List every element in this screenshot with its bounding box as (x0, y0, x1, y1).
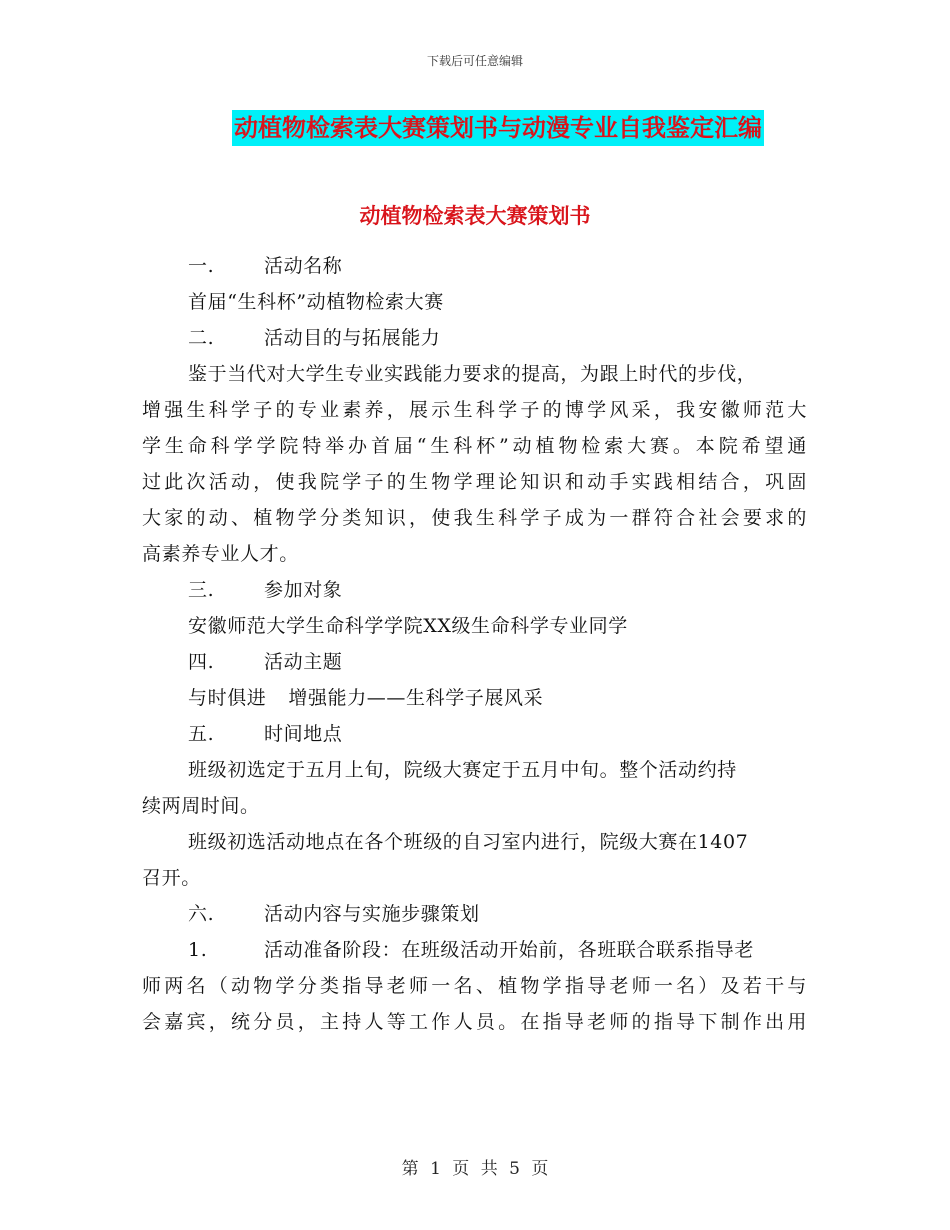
section-4-heading (142, 644, 807, 680)
paragraph-line: 召开。 (142, 867, 201, 889)
section-heading-text: 活动目的与拓展能力 (264, 327, 441, 349)
paragraph-line: 增强生科学子的专业素养，展示生科学子的博学风采，我安徽师范大 (142, 399, 807, 421)
section-number: 五. (188, 723, 215, 745)
paragraph-line: 班级初选活动地点在各个班级的自习室内进行，院级大赛在1407 (188, 831, 749, 853)
header-note: 下载后可任意编辑 (426, 54, 523, 68)
paragraph-line: 大家的动、植物学分类知识，使我生科学子成为一群符合社会要求的 (142, 507, 807, 529)
section-heading-text: 参加对象 (264, 579, 343, 601)
item-number: 1. (188, 939, 208, 961)
section-heading-text: 活动名称 (264, 255, 343, 277)
paragraph-line: 班级初选定于五月上旬，院级大赛定于五月中旬。整个活动约持 (188, 759, 737, 781)
section-1-text: 首届“生科杯”动植物检索大赛 (188, 291, 444, 313)
paragraph-line: 续两周时间。 (142, 795, 260, 817)
document-title: 动植物检索表大赛策划书与动漫专业自我鉴定汇编 (232, 110, 764, 146)
section-6-heading (142, 896, 807, 932)
paragraph-line: 鉴于当代对大学生专业实践能力要求的提高，为跟上时代的步伐， (188, 363, 757, 385)
list-item-1 (142, 932, 807, 968)
section-heading-text: 活动主题 (264, 651, 343, 673)
theme-part-b: 增强能力——生科学子展风采 (288, 687, 544, 709)
section-heading-text: 时间地点 (264, 723, 343, 745)
section-heading-text: 活动内容与实施步骤策划 (264, 903, 480, 925)
item-text: 活动准备阶段：在班级活动开始前，各班联合联系指导老 (264, 939, 755, 961)
section-number: 一. (188, 255, 215, 277)
section-5-heading (142, 716, 807, 752)
paragraph-line: 学生命科学学院特举办首届“生科杯”动植物检索大赛。本院希望通 (142, 435, 807, 457)
paragraph-line: 高素养专业人才。 (142, 543, 299, 565)
paragraph-line: 过此次活动，使我院学子的生物学理论知识和动手实践相结合，巩固 (142, 471, 807, 493)
section-title: 动植物检索表大赛策划书 (359, 204, 591, 228)
section-3-heading (142, 572, 807, 608)
theme-part-a: 与时俱进 (188, 687, 267, 709)
section-number: 二. (188, 327, 215, 349)
paragraph-line: 师两名（动物学分类指导老师一名、植物学指导老师一名）及若干与 (142, 975, 807, 997)
section-4-text (142, 680, 807, 716)
section-1-heading (142, 248, 807, 284)
section-number: 四. (188, 651, 215, 673)
section-number: 三. (188, 579, 215, 601)
section-3-text: 安徽师范大学生命科学学院XX级生命科学专业同学 (188, 615, 628, 637)
page-footer: 第 1 页 共 5 页 (401, 1159, 549, 1179)
doc-title-container (0, 110, 950, 146)
section-number: 六. (188, 903, 215, 925)
section-2-heading (142, 320, 807, 356)
document-body (142, 248, 807, 1040)
paragraph-line: 会嘉宾，统分员，主持人等工作人员。在指导老师的指导下制作出用 (142, 1011, 807, 1033)
